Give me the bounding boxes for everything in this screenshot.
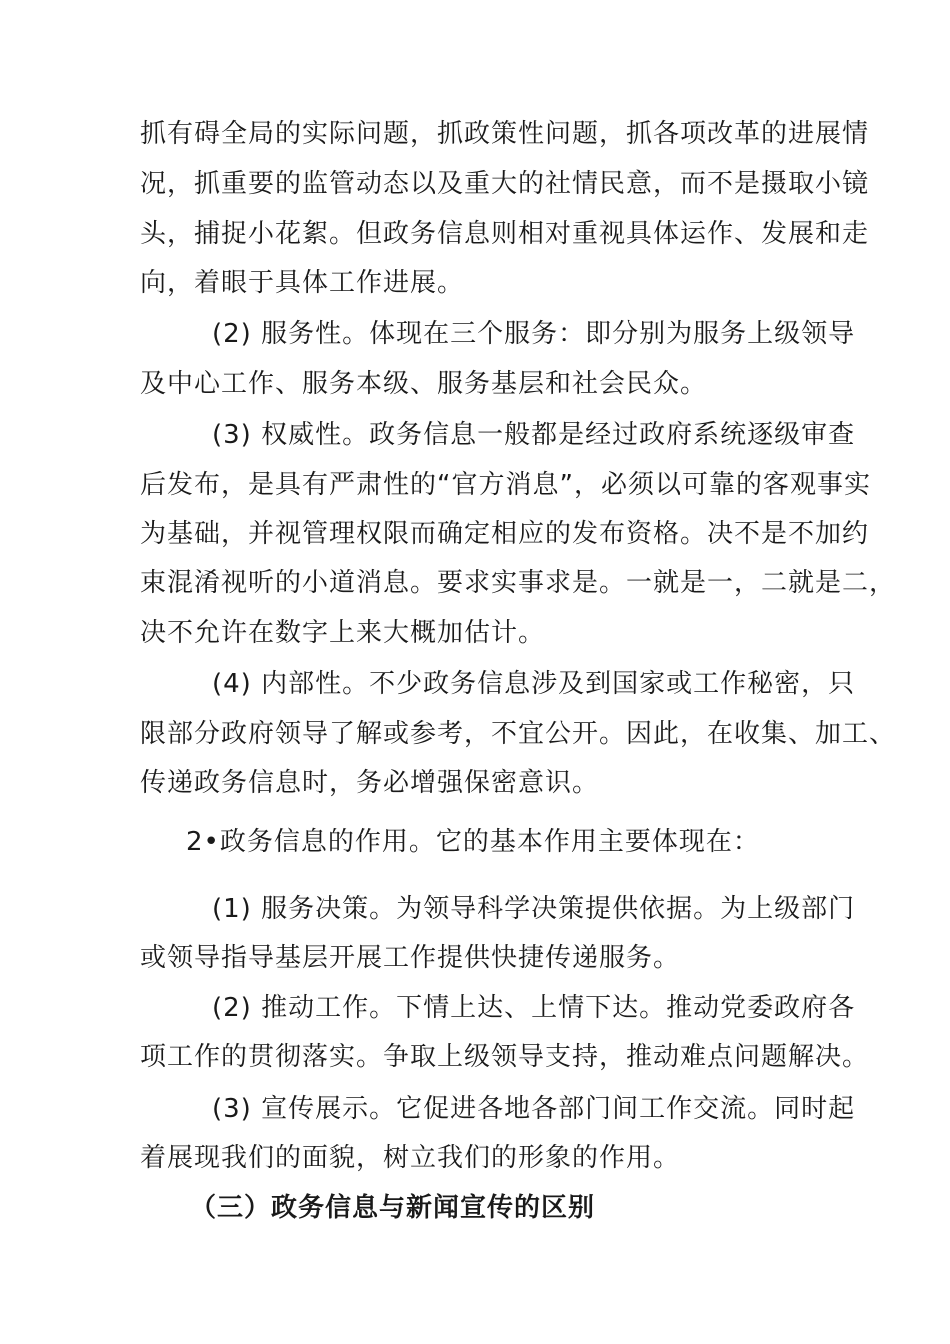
paragraph-line: 传递政务信息时，务必增强保密意识。: [140, 768, 600, 798]
paragraph-line: (1) 服务决策。为领导科学决策提供依据。为上级部门: [212, 894, 856, 924]
paragraph-line: (2) 服务性。体现在三个服务：即分别为服务上级领导: [212, 319, 856, 349]
paragraph-line: 决不允许在数字上来大概加估计。: [140, 618, 546, 648]
section-subheading: 2•政务信息的作用。它的基本作用主要体现在：: [186, 827, 760, 857]
paragraph-line: 或领导指导基层开展工作提供快捷传递服务。: [140, 943, 681, 973]
paragraph-line: 头，捕捉小花絮。但政务信息则相对重视具体运作、发展和走: [140, 219, 870, 249]
section-heading: （三）政务信息与新闻宣传的区别: [190, 1193, 596, 1223]
paragraph-line: 后发布，是具有严肃性的“官方消息”，必须以可靠的客观事实: [140, 470, 871, 500]
paragraph-line: 为基础，并视管理权限而确定相应的发布资格。决不是不加约: [140, 519, 870, 549]
paragraph-line: 向，着眼于具体工作进展。: [140, 268, 465, 298]
paragraph-line: 况，抓重要的监管动态以及重大的社情民意，而不是摄取小镜: [140, 169, 870, 199]
paragraph-line: 及中心工作、服务本级、服务基层和社会民众。: [140, 369, 708, 399]
paragraph-line: 着展现我们的面貌，树立我们的形象的作用。: [140, 1143, 681, 1173]
paragraph-line: 束混淆视听的小道消息。要求实事求是。一就是一，二就是二，: [140, 568, 897, 598]
paragraph-line: 抓有碍全局的实际问题，抓政策性问题，抓各项改革的进展情: [140, 119, 870, 149]
paragraph-line: (3) 宣传展示。它促进各地各部门间工作交流。同时起: [212, 1094, 856, 1124]
paragraph-line: (3) 权威性。政务信息一般都是经过政府系统逐级审查: [212, 420, 856, 450]
paragraph-line: (2) 推动工作。下情上达、上情下达。推动党委政府各: [212, 993, 856, 1023]
paragraph-line: 限部分政府领导了解或参考，不宜公开。因此，在收集、加工、: [140, 719, 897, 749]
paragraph-line: 项工作的贯彻落实。争取上级领导支持，推动难点问题解决。: [140, 1042, 870, 1072]
paragraph-line: (4) 内部性。不少政务信息涉及到国家或工作秘密，只: [212, 669, 856, 699]
